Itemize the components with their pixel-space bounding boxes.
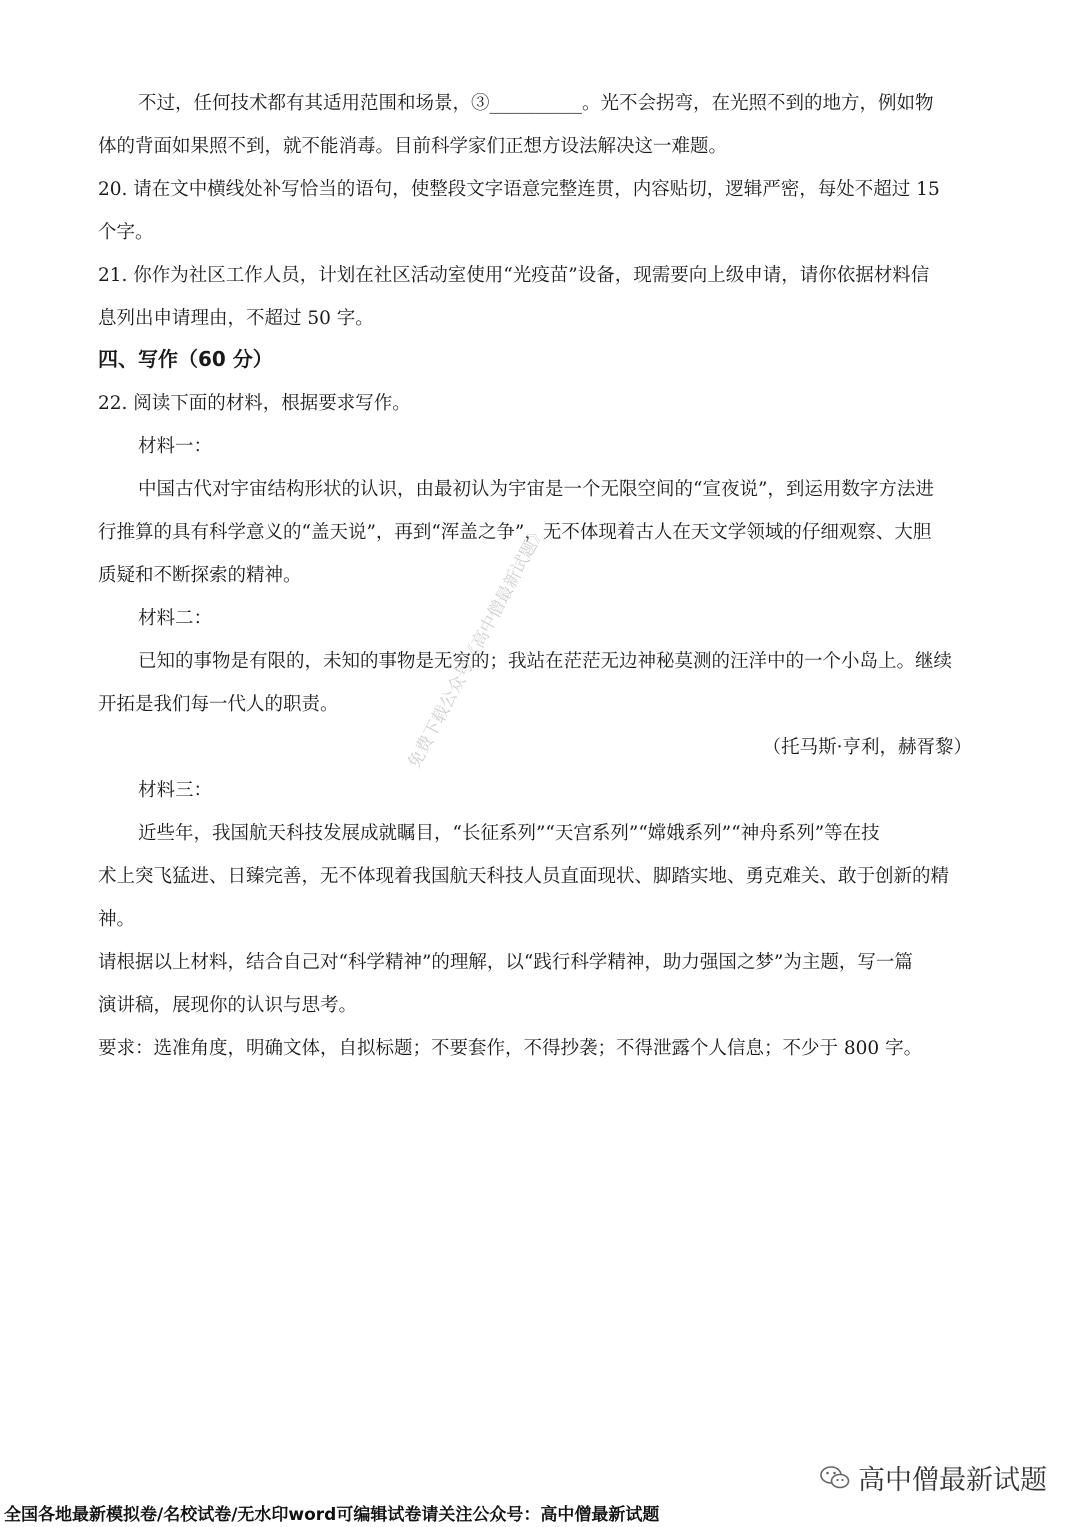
question-20: 20. 请在文中横线处补写恰当的语句，使整段文字语意完整连贯，内容贴切，逻辑严密，每处不超过 15 [98, 179, 940, 200]
material-two-text: 已知的事物是有限的，未知的事物是无穷的；我站在茫茫无边神秘莫测的汪洋中的一个小岛上。继续 [138, 651, 953, 672]
question-20-cont: 个字。 [98, 222, 154, 243]
material-two-label: 材料二： [138, 608, 213, 629]
writing-prompt: 演讲稿，展现你的认识与思考。 [98, 995, 358, 1016]
brand-name: 高中僧最新试题 [858, 1465, 1047, 1496]
watermark: 免费下载公众号《高中僧最新试题》 [404, 522, 550, 772]
material-one-text: 中国古代对宇宙结构形状的认识，由最初认为宇宙是一个无限空间的“宣夜说”，到运用数字方法进 [138, 479, 934, 500]
material-three-label: 材料三： [138, 780, 213, 801]
paragraph-line: 不过，任何技术都有其适用范围和场景，③__________。光不会拐弯，在光照不到的地方，例如物 [138, 93, 934, 114]
paragraph-line: 体的背面如果照不到，就不能消毒。目前科学家们正想方设法解决这一难题。 [98, 136, 728, 157]
footer-notice: 全国各地最新模拟卷/名校试卷/无水印word可编辑试卷请关注公众号：高中僧最新试题 [4, 1505, 660, 1525]
wechat-icon [820, 1465, 850, 1491]
quote-attribution: （托马斯·亨利，赫胥黎） [762, 737, 972, 758]
material-three-text: 术上突飞猛进、日臻完善，无不体现着我国航天科技人员直面现状、脚踏实地、勇克难关、敢于创新的精 [98, 866, 950, 887]
question-21-cont: 息列出申请理由，不超过 50 字。 [98, 308, 374, 329]
material-one-label: 材料一： [138, 436, 213, 457]
question-21: 21. 你作为社区工作人员，计划在社区活动室使用“光疫苗”设备，现需要向上级申请，请你依据材料信 [98, 265, 930, 286]
writing-requirements: 要求：选准角度，明确文体，自拟标题；不要套作，不得抄袭；不得泄露个人信息；不少于 800 字。 [98, 1038, 923, 1059]
material-two-text: 开拓是我们每一代人的职责。 [98, 694, 339, 715]
question-22: 22. 阅读下面的材料，根据要求写作。 [98, 393, 411, 414]
writing-prompt: 请根据以上材料，结合自己对“科学精神”的理解，以“践行科学精神，助力强国之梦”为主题，写一篇 [98, 952, 913, 973]
material-one-text: 质疑和不断探索的精神。 [98, 565, 302, 586]
material-three-text: 近些年，我国航天科技发展成就瞩目，“长征系列”“天宫系列”“嫦娥系列”“神舟系列”等在技 [138, 823, 880, 844]
section-heading: 四、写作（60 分） [98, 347, 273, 371]
material-three-text: 神。 [98, 909, 136, 930]
brand-mark [820, 1458, 1047, 1497]
material-one-text: 行推算的具有科学意义的“盖天说”，再到“浑盖之争”，无不体现着古人在天文学领域的仔细观察、大胆 [98, 522, 932, 543]
